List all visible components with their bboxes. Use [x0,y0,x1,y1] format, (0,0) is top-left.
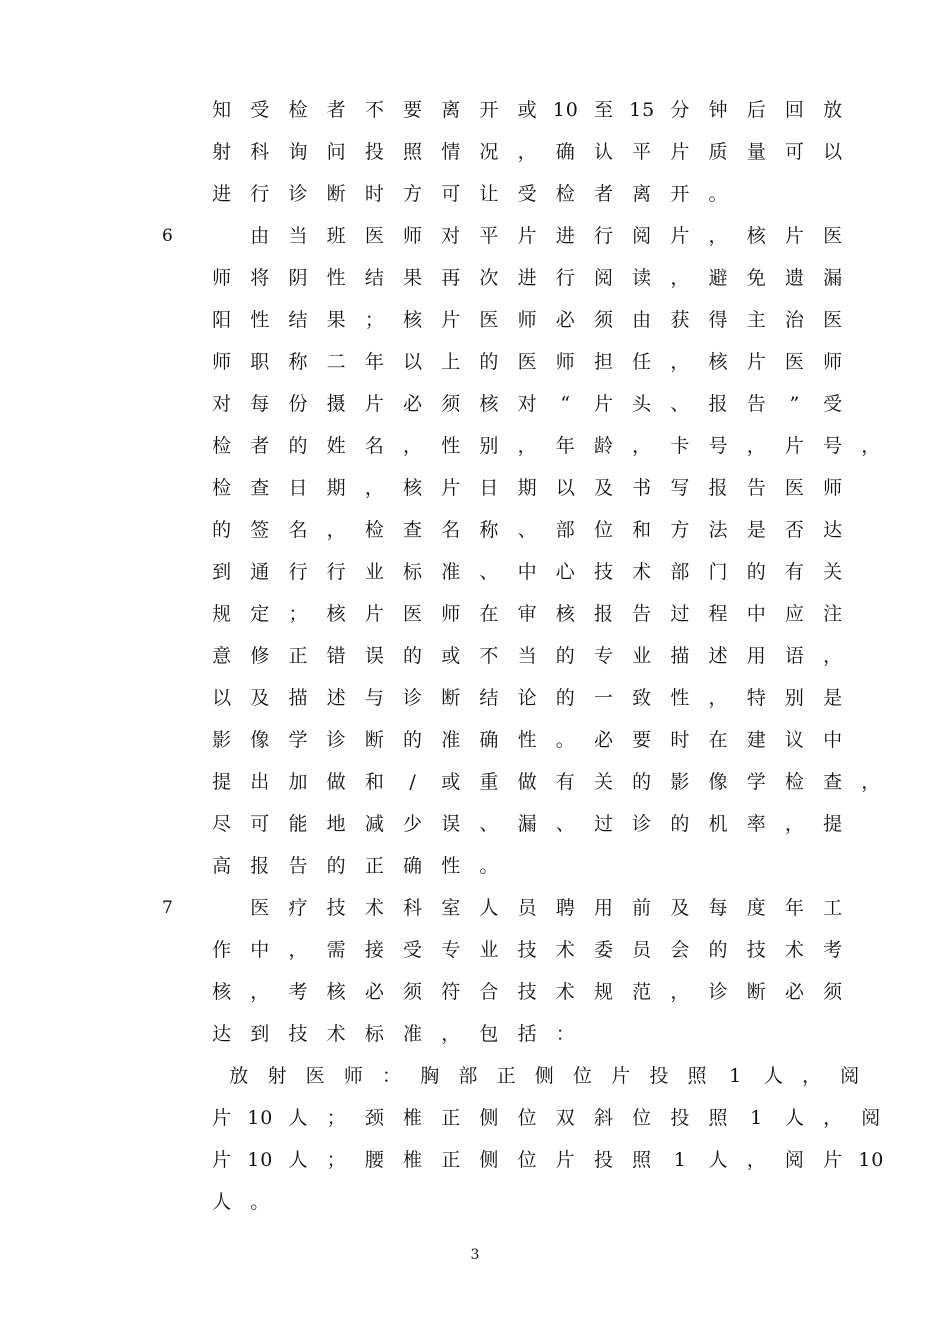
item-number: 7 [162,898,173,918]
page-number: 3 [470,1247,480,1263]
text-line: 师 将 阴 性 结 果 再 次 进 行 阅 读 ， 避 免 遗 漏 [212,267,844,289]
text-line: 影 像 学 诊 断 的 准 确 性 。 必 要 时 在 建 议 中 [212,729,844,751]
text-line: 作 中 ， 需 接 受 专 业 技 术 委 员 会 的 技 术 考 [212,939,844,961]
text-line: 到 通 行 行 业 标 准 、 中 心 技 术 部 门 的 有 关 [212,561,844,583]
text-line: 医 疗 技 术 科 室 人 员 聘 用 前 及 每 度 年 工 [250,897,844,919]
text-line: 片 10 人 ； 颈 椎 正 侧 位 双 斜 位 投 照 1 人 ， 阅 [212,1107,882,1129]
text-line: 对 每 份 摄 片 必 须 核 对 “ 片 头 、 报 告 ” 受 [212,393,844,415]
text-line: 阳 性 结 果 ； 核 片 医 师 必 须 由 获 得 主 治 医 [212,309,844,331]
text-line: 射 科 询 问 投 照 情 况 ， 确 认 平 片 质 量 可 以 [212,141,844,163]
text-line: 尽 可 能 地 减 少 误 、 漏 、 过 诊 的 机 率 ， 提 [212,813,844,835]
text-line: 片 10 人 ； 腰 椎 正 侧 位 片 投 照 1 人 ， 阅 片 10 [212,1149,885,1171]
text-line: 师 职 称 二 年 以 上 的 医 师 担 任 ， 核 片 医 师 [212,351,844,373]
text-line: 达 到 技 术 标 准 ， 包 括 ： [212,1023,576,1045]
text-line: 进 行 诊 断 时 方 可 让 受 检 者 离 开 。 [212,183,729,205]
text-line: 放 射 医 师 ： 胸 部 正 侧 位 片 投 照 1 人 ， 阅 [229,1065,861,1087]
item-number: 6 [162,226,173,246]
text-line: 意 修 正 错 误 的 或 不 当 的 专 业 描 述 用 语 ， [212,645,844,667]
text-line: 检 查 日 期 ， 核 片 日 期 以 及 书 写 报 告 医 师 [212,477,844,499]
text-line: 规 定 ； 核 片 医 师 在 审 核 报 告 过 程 中 应 注 [212,603,844,625]
text-line: 由 当 班 医 师 对 平 片 进 行 阅 片 ， 核 片 医 [250,225,844,247]
text-line: 知 受 检 者 不 要 离 开 或 10 至 15 分 钟 后 回 放 [212,99,844,121]
text-line: 以 及 描 述 与 诊 断 结 论 的 一 致 性 ， 特 别 是 [212,687,844,709]
text-line: 检 者 的 姓 名 ， 性 别 ， 年 龄 ， 卡 号 ， 片 号 ， [212,435,882,457]
text-line: 高 报 告 的 正 确 性 。 [212,855,500,877]
text-line: 核 ， 考 核 必 须 符 合 技 术 规 范 ， 诊 断 必 须 [212,981,844,1003]
text-line: 人 。 [212,1191,271,1213]
text-line: 提 出 加 做 和 / 或 重 做 有 关 的 影 像 学 检 查 ， [212,771,882,793]
text-line: 的 签 名 ， 检 查 名 称 、 部 位 和 方 法 是 否 达 [212,519,844,541]
